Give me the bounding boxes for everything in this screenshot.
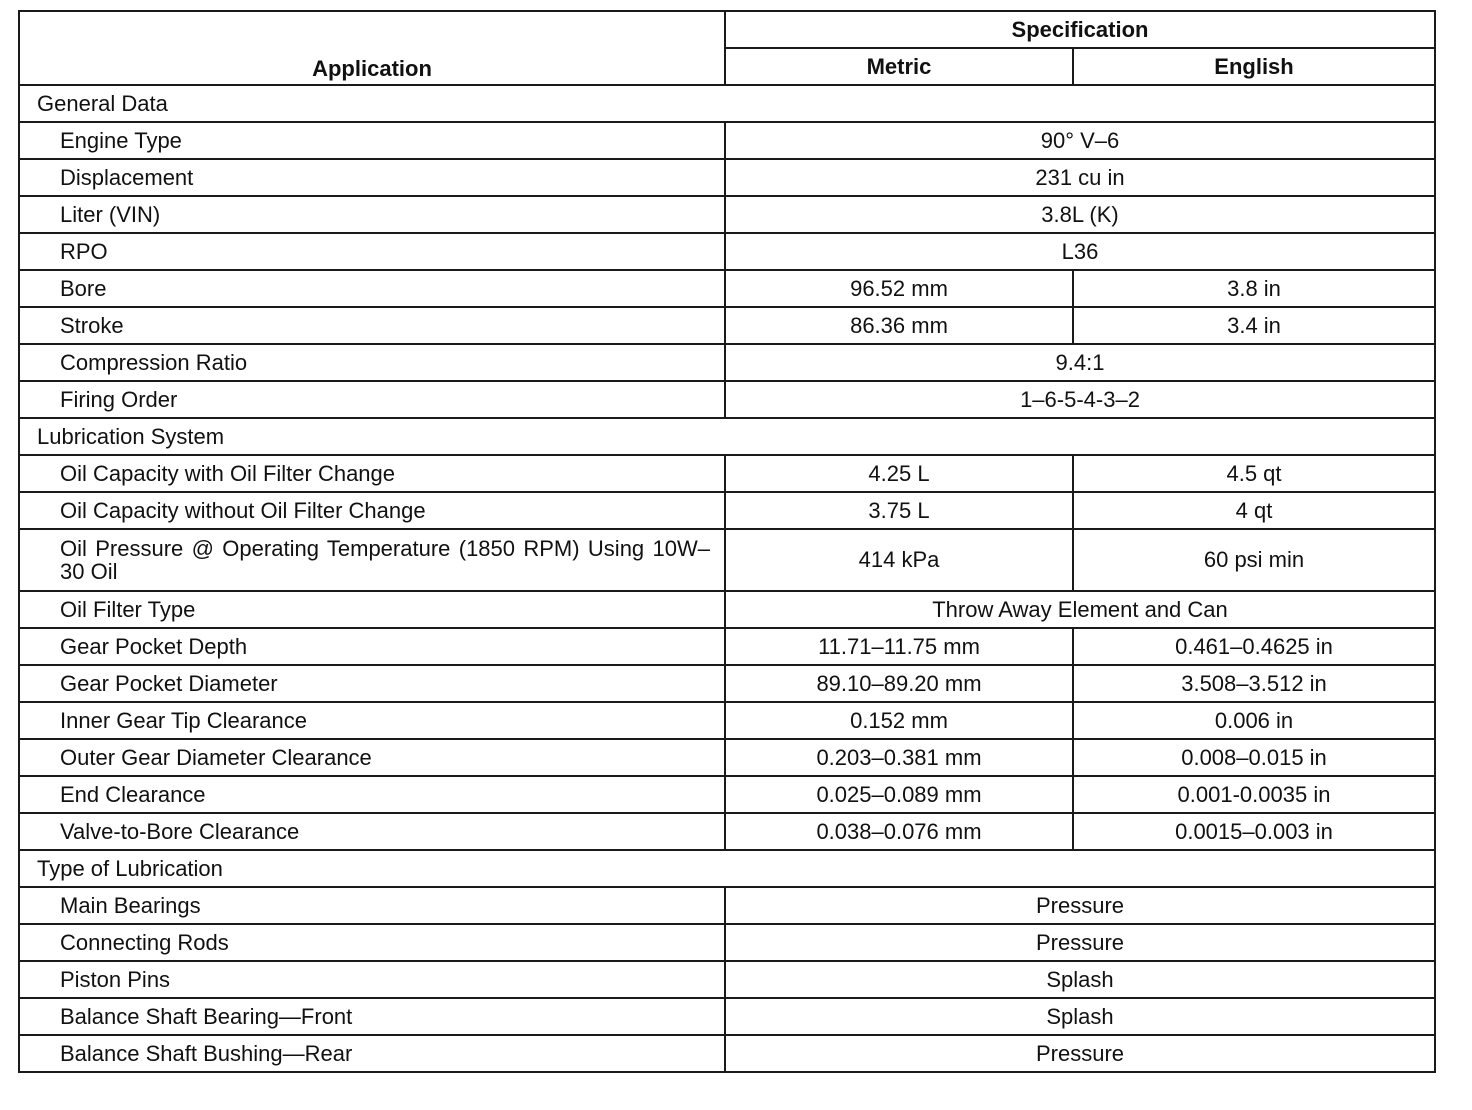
table-row (19, 887, 1435, 924)
metric-value: 0.203–0.381 mm (725, 739, 1073, 776)
metric-header: Metric (725, 48, 1073, 85)
row-label: Valve-to-Bore Clearance (19, 813, 725, 850)
table-row (19, 1035, 1435, 1072)
english-value: 3.508–3.512 in (1073, 665, 1435, 702)
table-row (19, 307, 1435, 344)
row-label: Gear Pocket Depth (19, 628, 725, 665)
row-label: Outer Gear Diameter Clearance (19, 739, 725, 776)
spec-value: L36 (725, 233, 1435, 270)
table-row (19, 381, 1435, 418)
table-row (19, 159, 1435, 196)
row-label: Balance Shaft Bushing—Rear (19, 1035, 725, 1072)
spec-value: 1–6-5-4-3–2 (725, 381, 1435, 418)
table-row (19, 122, 1435, 159)
row-label: Piston Pins (19, 961, 725, 998)
metric-value: 414 kPa (725, 529, 1073, 591)
spec-value: 231 cu in (725, 159, 1435, 196)
row-label: Oil Pressure @ Operating Temperature (1850 RPM) Using 10W–30 Oil (19, 529, 725, 591)
metric-value: 0.025–0.089 mm (725, 776, 1073, 813)
row-label: Balance Shaft Bearing—Front (19, 998, 725, 1035)
spec-value: 9.4:1 (725, 344, 1435, 381)
table-body (19, 85, 1435, 1072)
row-label: Gear Pocket Diameter (19, 665, 725, 702)
metric-value: 11.71–11.75 mm (725, 628, 1073, 665)
table-header (19, 11, 1435, 85)
metric-value: 89.10–89.20 mm (725, 665, 1073, 702)
english-value: 4.5 qt (1073, 455, 1435, 492)
spec-value: Throw Away Element and Can (725, 591, 1435, 628)
table-row (19, 813, 1435, 850)
table-row (19, 196, 1435, 233)
section-title: Type of Lubrication (19, 850, 1435, 887)
table-row (19, 492, 1435, 529)
metric-value: 0.152 mm (725, 702, 1073, 739)
section-row (19, 85, 1435, 122)
table-row (19, 628, 1435, 665)
header-row-top (19, 11, 1435, 48)
row-label: RPO (19, 233, 725, 270)
row-label: Inner Gear Tip Clearance (19, 702, 725, 739)
english-value: 4 qt (1073, 492, 1435, 529)
row-label: Main Bearings (19, 887, 725, 924)
row-label: Connecting Rods (19, 924, 725, 961)
row-label: Bore (19, 270, 725, 307)
english-value: 0.008–0.015 in (1073, 739, 1435, 776)
spec-value: 3.8L (K) (725, 196, 1435, 233)
table-row (19, 455, 1435, 492)
metric-value: 86.36 mm (725, 307, 1073, 344)
row-label: Compression Ratio (19, 344, 725, 381)
row-label: Engine Type (19, 122, 725, 159)
table-row (19, 270, 1435, 307)
english-value: 0.006 in (1073, 702, 1435, 739)
section-title: Lubrication System (19, 418, 1435, 455)
table-row (19, 591, 1435, 628)
english-value: 0.461–0.4625 in (1073, 628, 1435, 665)
section-row (19, 418, 1435, 455)
metric-value: 3.75 L (725, 492, 1073, 529)
table-row (19, 776, 1435, 813)
section-title: General Data (19, 85, 1435, 122)
specification-header: Specification (725, 11, 1435, 48)
table-row (19, 665, 1435, 702)
table-row (19, 702, 1435, 739)
metric-value: 4.25 L (725, 455, 1073, 492)
application-header: Application (19, 11, 725, 85)
spec-value: Splash (725, 998, 1435, 1035)
section-row (19, 850, 1435, 887)
table-row (19, 529, 1435, 591)
row-label: Oil Capacity without Oil Filter Change (19, 492, 725, 529)
english-value: 3.4 in (1073, 307, 1435, 344)
row-label: Oil Capacity with Oil Filter Change (19, 455, 725, 492)
table-row (19, 924, 1435, 961)
engine-specification-table (18, 10, 1436, 1073)
row-label: End Clearance (19, 776, 725, 813)
english-header: English (1073, 48, 1435, 85)
spec-value: Splash (725, 961, 1435, 998)
english-value: 60 psi min (1073, 529, 1435, 591)
row-label: Firing Order (19, 381, 725, 418)
spec-value: Pressure (725, 1035, 1435, 1072)
table-row (19, 961, 1435, 998)
table-row (19, 344, 1435, 381)
table-row (19, 739, 1435, 776)
english-value: 3.8 in (1073, 270, 1435, 307)
row-label: Liter (VIN) (19, 196, 725, 233)
table-row (19, 998, 1435, 1035)
english-value: 0.001-0.0035 in (1073, 776, 1435, 813)
spec-value: Pressure (725, 924, 1435, 961)
english-value: 0.0015–0.003 in (1073, 813, 1435, 850)
row-label: Displacement (19, 159, 725, 196)
spec-value: Pressure (725, 887, 1435, 924)
table-row (19, 233, 1435, 270)
metric-value: 0.038–0.076 mm (725, 813, 1073, 850)
metric-value: 96.52 mm (725, 270, 1073, 307)
row-label: Oil Filter Type (19, 591, 725, 628)
row-label: Stroke (19, 307, 725, 344)
spec-value: 90° V–6 (725, 122, 1435, 159)
